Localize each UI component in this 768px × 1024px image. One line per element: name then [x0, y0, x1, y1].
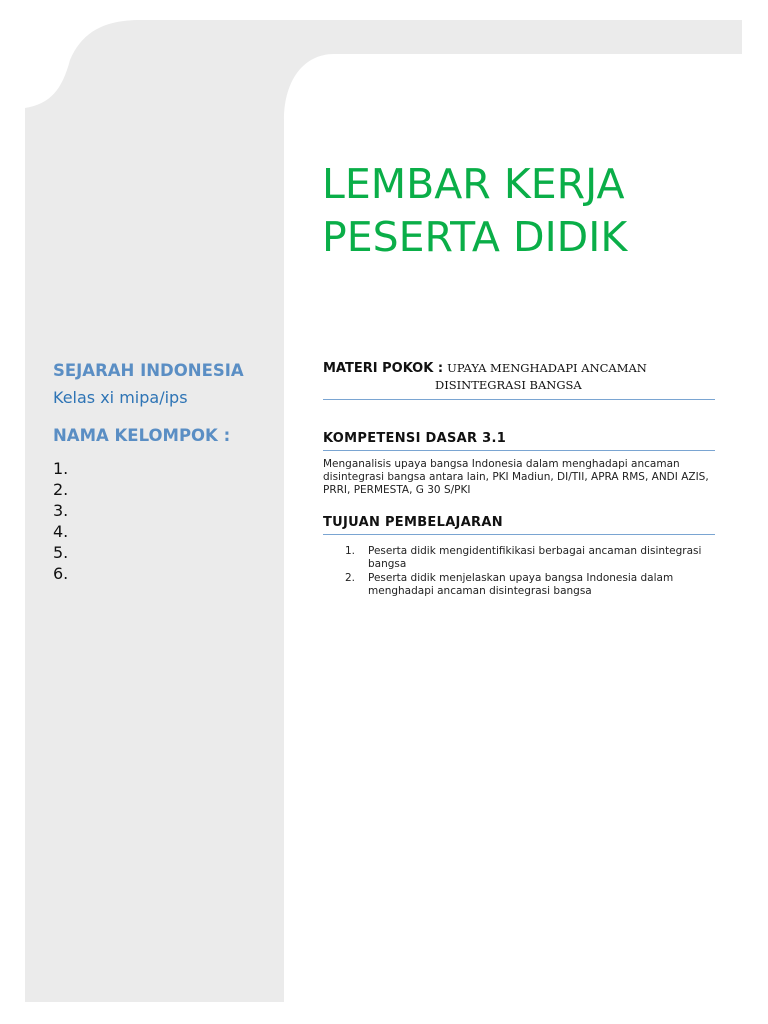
kompetensi-heading: KOMPETENSI DASAR 3.1: [323, 431, 507, 446]
goal-text: Peserta didik mengidentifikikasi berbagai ancaman disintegrasi bangsa: [368, 545, 702, 570]
member-slot: 2.: [53, 480, 69, 499]
tujuan-heading: TUJUAN PEMBELAJARAN: [323, 515, 503, 530]
subject-name: SEJARAH INDONESIA: [53, 361, 244, 380]
materi-value-line-1: UPAYA MENGHADAPI ANCAMAN: [447, 361, 647, 375]
list-item: [323, 545, 708, 571]
materi-label: MATERI POKOK :: [323, 361, 444, 376]
page-title: [322, 158, 627, 264]
member-slot: 5.: [53, 543, 69, 562]
goal-number: 1.: [345, 545, 356, 557]
kompetensi-text: Menganalisis upaya bangsa Indonesia dalam menghadapi ancaman disintegrasi bangsa antara lain, PKI Madiun, DI/TII, APRA RMS, ANDI AZIS, PRRI, PERMESTA, G 30 S/PKI: [323, 458, 709, 496]
kompetensi-section: [323, 430, 715, 497]
section-divider: [323, 399, 715, 400]
goal-text: Peserta didik menjelaskan upaya bangsa Indonesia dalam menghadapi ancaman disintegrasi bangsa: [368, 572, 674, 597]
member-slot: 4.: [53, 522, 69, 541]
materi-row: [323, 360, 715, 377]
tujuan-section: [323, 514, 715, 599]
goals-list: [323, 545, 715, 598]
list-item: [323, 572, 708, 598]
goal-number: 2.: [345, 572, 356, 584]
title-line-1: LEMBAR KERJA: [322, 160, 625, 208]
section-divider: [323, 534, 715, 535]
member-list: [53, 458, 273, 584]
materi-value-line-2: DISINTEGRASI BANGSA: [435, 378, 582, 392]
member-slot: 1.: [53, 459, 69, 478]
class-info: Kelas xi mipa/ips: [53, 388, 188, 407]
member-slot: 3.: [53, 501, 69, 520]
title-line-2: PESERTA DIDIK: [322, 213, 628, 261]
section-divider: [323, 450, 715, 451]
member-slot: 6.: [53, 564, 69, 583]
sidebar: [53, 360, 273, 584]
materi-section: [323, 360, 715, 400]
group-members-heading: NAMA KELOMPOK :: [53, 426, 231, 445]
